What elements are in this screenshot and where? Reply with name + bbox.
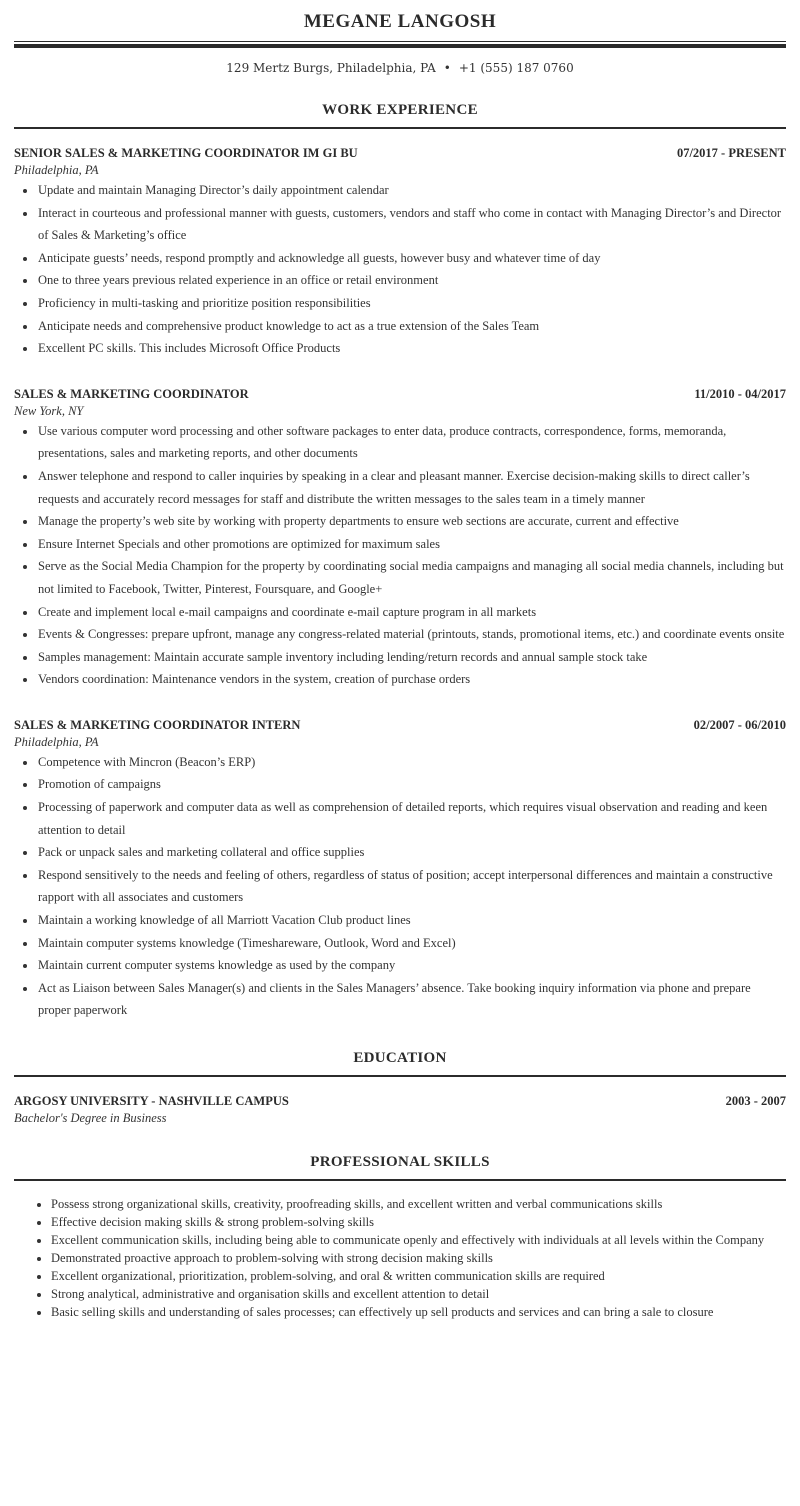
bullet-item: • Use various computer word processing and other software packages to enter data, produce contracts, correspondence, forms, memoranda, presentations, sales and marketing reports, and other documents <box>37 420 786 465</box>
bullet-item: • Excellent PC skills. This includes Microsoft Office Products <box>37 337 786 360</box>
header-rule-thick <box>14 44 786 48</box>
bullet-item: • Anticipate guests’ needs, respond promptly and acknowledge all guests, however busy and whatever time of day <box>37 247 786 270</box>
skill-item: • Excellent organizational, prioritization, problem-solving, and oral & written communication skills are required <box>51 1267 786 1285</box>
bullet-item: • Samples management: Maintain accurate sample inventory including lending/return records and annual sample stock take <box>37 646 786 669</box>
bullet-item: • Events & Congresses: prepare upfront, manage any congress-related material (printouts, stands, promotional items, etc.) and coordinate events onsite <box>37 623 786 646</box>
job-entry <box>14 145 786 360</box>
bullet-item: • One to three years previous related experience in an office or retail environment <box>37 269 786 292</box>
bullet-item: • Promotion of campaigns <box>37 773 786 796</box>
contact-separator: • <box>443 61 451 75</box>
education-entry <box>14 1093 786 1127</box>
job-dates: 02/2007 - 06/2010 <box>693 717 786 732</box>
candidate-name: MEGANE LANGOSH <box>303 11 497 32</box>
bullet-item: • Maintain a working knowledge of all Marriott Vacation Club product lines <box>37 909 786 932</box>
education-section <box>14 1049 786 1127</box>
job-title: SALES & MARKETING COORDINATOR INTERN <box>14 717 301 732</box>
bullet-item: • Processing of paperwork and computer data as well as comprehension of detailed reports, which requires visual observation and reading and keen attention to detail <box>37 796 786 841</box>
bullet-item: • Serve as the Social Media Champion for the property by coordinating social media campaigns and managing all social media channels, including but not limited to Facebook, Twitter, Pinterest, Foursquare, and Google+ <box>37 555 786 600</box>
skill-item: • Effective decision making skills & strong problem-solving skills <box>51 1213 786 1231</box>
resume-page <box>14 0 786 1321</box>
bullet-item: • Proficiency in multi-tasking and prioritize position responsibilities <box>37 292 786 315</box>
bullet-item: • Maintain computer systems knowledge (Timeshareware, Outlook, Word and Excel) <box>37 932 786 955</box>
bullet-item: • Interact in courteous and professional manner with guests, customers, vendors and staff who come in contact with Managing Director’s and Director of Sales & Marketing’s office <box>37 202 786 247</box>
job-header <box>14 145 786 161</box>
school-name: ARGOSY UNIVERSITY - NASHVILLE CAMPUS <box>14 1094 289 1108</box>
job-dates: 11/2010 - 04/2017 <box>694 386 786 401</box>
bullet-item: • Vendors coordination: Maintenance vendors in the system, creation of purchase orders <box>37 668 786 691</box>
header-rule-thin <box>14 41 786 42</box>
bullet-item: • Maintain current computer systems knowledge as used by the company <box>37 954 786 977</box>
bullet-item: • Manage the property’s web site by working with property departments to ensure web sections are accurate, current and effective <box>37 510 786 533</box>
job-header <box>14 386 786 402</box>
section-rule <box>14 127 786 129</box>
job-bullets <box>14 751 786 1022</box>
job-header <box>14 717 786 733</box>
skill-item: • Possess strong organizational skills, creativity, proofreading skills, and excellent written and verbal communications skills <box>51 1195 786 1213</box>
job-title: SENIOR SALES & MARKETING COORDINATOR IM GI BU <box>14 146 358 160</box>
contact-address: 129 Mertz Burgs, Philadelphia, PA <box>226 61 436 75</box>
section-rule <box>14 1075 786 1077</box>
job-entry <box>14 717 786 1022</box>
job-bullets <box>14 420 786 691</box>
bullet-item: • Answer telephone and respond to caller inquiries by speaking in a clear and pleasant manner. Exercise decision-making skills to direct caller’s requests and accurately record messages for staff and distribute the written messages to the sales team in a timely manner <box>37 465 786 510</box>
degree: Bachelor's Degree in Business <box>14 1111 167 1125</box>
skill-item: • Excellent communication skills, including being able to communicate openly and effectively with individuals at all levels within the Company <box>51 1231 786 1249</box>
job-bullets <box>14 179 786 360</box>
skills-list <box>14 1195 786 1321</box>
header-double-rule <box>14 41 786 48</box>
section-title-skills: PROFESSIONAL SKILLS <box>310 1154 490 1170</box>
bullet-item: • Respond sensitively to the needs and feeling of others, regardless of status of position; accept interpersonal differences and maintain a constructive rapport with all associates and customers <box>37 864 786 909</box>
contact-phone: +1 (555) 187 0760 <box>458 61 574 75</box>
job-location: New York, NY <box>14 403 84 418</box>
education-header <box>14 1093 786 1109</box>
contact-line <box>14 60 786 76</box>
bullet-item: • Act as Liaison between Sales Manager(s) and clients in the Sales Managers’ absence. Take booking inquiry information via phone and prepare proper paperwork <box>37 977 786 1022</box>
education-dates: 2003 - 2007 <box>725 1094 786 1108</box>
job-title: SALES & MARKETING COORDINATOR <box>14 386 249 401</box>
work-experience-section <box>14 101 786 1022</box>
skills-section <box>14 1153 786 1321</box>
job-location: Philadelphia, PA <box>14 163 99 177</box>
skill-item: • Demonstrated proactive approach to problem-solving with strong decision making skills <box>51 1249 786 1267</box>
job-entry <box>14 386 786 691</box>
job-dates: 07/2017 - PRESENT <box>676 146 786 160</box>
bullet-item: • Ensure Internet Specials and other promotions are optimized for maximum sales <box>37 533 786 556</box>
bullet-item: • Update and maintain Managing Director’s daily appointment calendar <box>37 179 786 202</box>
section-title-education: EDUCATION <box>353 1050 447 1066</box>
skill-item: • Strong analytical, administrative and organisation skills and excellent attention to detail <box>51 1285 786 1303</box>
bullet-item: • Competence with Mincron (Beacon’s ERP) <box>37 751 786 774</box>
section-rule <box>14 1179 786 1181</box>
bullet-item: • Anticipate needs and comprehensive product knowledge to act as a true extension of the Sales Team <box>37 315 786 338</box>
skill-item: • Basic selling skills and understanding of sales processes; can effectively up sell products and services and can bring a sale to closure <box>51 1303 786 1321</box>
bullet-item: • Pack or unpack sales and marketing collateral and office supplies <box>37 841 786 864</box>
bullet-item: • Create and implement local e-mail campaigns and coordinate e-mail capture program in all markets <box>37 601 786 624</box>
section-title-work-experience: WORK EXPERIENCE <box>322 102 478 118</box>
job-location: Philadelphia, PA <box>14 734 99 749</box>
